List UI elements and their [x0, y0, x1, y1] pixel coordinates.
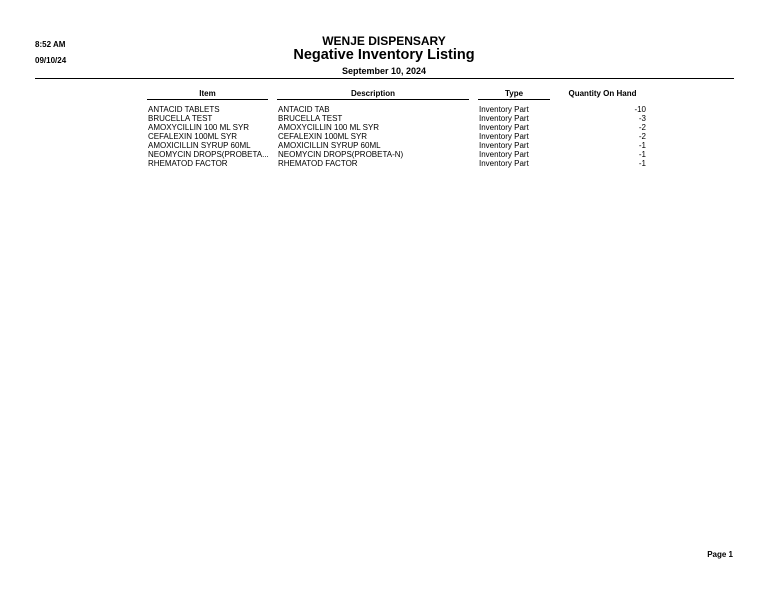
table-row: [0, 159, 768, 168]
header-rule: [35, 78, 734, 79]
report-title: Negative Inventory Listing: [293, 47, 475, 63]
item-cell: BRUCELLA TEST: [148, 114, 213, 123]
table-row: [0, 150, 768, 159]
company-name: WENJE DISPENSARY: [322, 34, 446, 48]
page-number: Page 1: [707, 550, 733, 559]
type-cell: Inventory Part: [479, 141, 529, 150]
column-header-item: Item: [147, 89, 268, 100]
type-cell: Inventory Part: [479, 105, 529, 114]
item-cell: CEFALEXIN 100ML SYR: [148, 132, 238, 141]
item-cell: AMOXYCILLIN 100 ML SYR: [148, 123, 250, 132]
description-cell: AMOXYCILLIN 100 ML SYR: [278, 123, 380, 132]
report-time: 8:52 AM: [35, 40, 66, 49]
item-cell: ANTACID TABLETS: [148, 105, 220, 114]
quantity-cell: -10: [634, 105, 646, 114]
quantity-cell: -1: [638, 141, 646, 150]
type-cell: Inventory Part: [479, 159, 529, 168]
quantity-cell: -1: [638, 159, 646, 168]
description-cell: CEFALEXIN 100ML SYR: [278, 132, 368, 141]
column-header-description: Description: [277, 89, 469, 100]
quantity-cell: -1: [638, 150, 646, 159]
column-header-quantity: Quantity On Hand: [568, 89, 637, 98]
table-row: [0, 123, 768, 132]
description-cell: RHEMATOD FACTOR: [278, 159, 358, 168]
report-date: September 10, 2024: [341, 66, 427, 76]
type-cell: Inventory Part: [479, 150, 529, 159]
table-row: [0, 132, 768, 141]
quantity-cell: -2: [638, 123, 646, 132]
item-cell: NEOMYCIN DROPS(PROBETA...: [148, 150, 269, 159]
table-row: [0, 141, 768, 150]
column-header-type: Type: [478, 89, 550, 100]
type-cell: Inventory Part: [479, 114, 529, 123]
description-cell: AMOXICILLIN SYRUP 60ML: [278, 141, 381, 150]
item-cell: AMOXICILLIN SYRUP 60ML: [148, 141, 251, 150]
quantity-cell: -2: [638, 132, 646, 141]
table-row: [0, 114, 768, 123]
description-cell: NEOMYCIN DROPS(PROBETA-N): [278, 150, 404, 159]
table-row: [0, 105, 768, 114]
type-cell: Inventory Part: [479, 132, 529, 141]
report-print-date: 09/10/24: [35, 56, 67, 65]
type-cell: Inventory Part: [479, 123, 529, 132]
quantity-cell: -3: [638, 114, 646, 123]
description-cell: ANTACID TAB: [278, 105, 330, 114]
description-cell: BRUCELLA TEST: [278, 114, 343, 123]
inventory-table: [0, 105, 768, 168]
item-cell: RHEMATOD FACTOR: [148, 159, 228, 168]
